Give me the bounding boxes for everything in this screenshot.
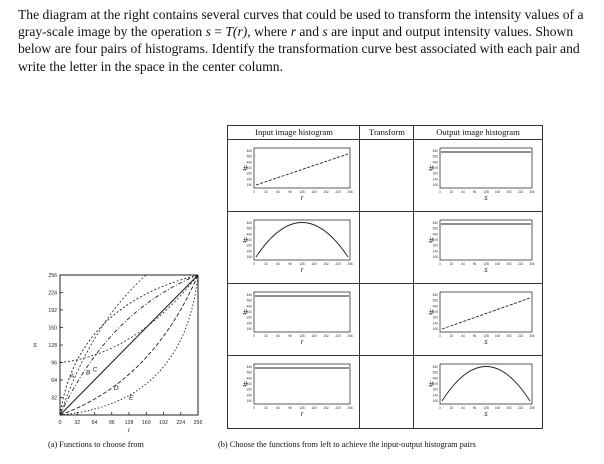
mini-y-tick: 640	[432, 221, 438, 225]
x-tick-label: 192	[159, 420, 168, 426]
mini-y-tick: 400	[246, 310, 252, 314]
mini-y-label: #	[429, 164, 434, 173]
mini-x-tick: 64	[461, 190, 465, 194]
mini-y-tick: 480	[432, 376, 438, 381]
mini-x-tick: 192	[506, 262, 512, 266]
mini-x-tick: 192	[323, 190, 329, 194]
mini-y-tick: 240	[246, 393, 252, 398]
mini-x-tick: 96	[472, 334, 477, 338]
mini-y-tick: 480	[432, 160, 438, 165]
y-tick-label: 224	[48, 290, 57, 297]
math-s: s	[322, 24, 328, 40]
mini-y-label: #	[429, 380, 434, 389]
mini-y-tick: 480	[246, 160, 252, 165]
statement-part: and	[295, 24, 323, 40]
mini-y-tick: 320	[246, 243, 252, 248]
mini-x-tick: 0	[439, 190, 441, 194]
header-input: Input image histogram	[255, 127, 333, 137]
mini-histogram	[243, 364, 353, 418]
mini-x-tick: 32	[264, 406, 268, 410]
mini-y-tick: 240	[246, 321, 252, 326]
mini-y-tick: 320	[432, 315, 438, 320]
mini-y-tick: 640	[432, 293, 438, 297]
mini-x-tick: 224	[517, 190, 524, 194]
mini-x-tick: 256	[347, 262, 353, 266]
mini-x-tick: 0	[439, 334, 441, 338]
y-tick-label: 192	[48, 308, 57, 314]
mini-x-tick: 224	[335, 334, 341, 338]
mini-y-tick: 320	[432, 387, 438, 392]
mini-x-tick: 64	[461, 406, 465, 410]
curve-label-e: E	[129, 394, 134, 402]
mini-histogram	[243, 148, 353, 202]
mini-frame	[440, 220, 532, 260]
mini-frame	[254, 364, 350, 404]
histogram-table	[227, 125, 543, 429]
mini-x-tick: 96	[472, 406, 477, 410]
mini-histogram	[429, 220, 535, 274]
y-tick-label: 160	[48, 325, 57, 332]
mini-x-tick: 64	[276, 190, 280, 194]
x-tick-label: 160	[141, 420, 151, 426]
y-tick-label: 256	[48, 273, 57, 279]
mini-x-tick: 224	[335, 262, 341, 266]
header-transform: Transform	[369, 127, 405, 137]
curve-label-b: B	[85, 369, 91, 377]
mini-frame	[254, 148, 350, 188]
x-tick-label: 0	[58, 420, 62, 426]
mini-y-label: #	[243, 236, 248, 245]
x-tick-label: 224	[176, 420, 186, 426]
mini-x-tick: 32	[449, 262, 454, 266]
mini-y-tick: 640	[246, 293, 252, 297]
mini-y-label: #	[243, 380, 248, 389]
histogram-grid	[228, 126, 542, 428]
math-r: r	[290, 24, 296, 40]
mini-y-tick: 560	[246, 370, 252, 375]
mini-x-tick: 256	[347, 190, 353, 194]
mini-y-tick: 480	[246, 376, 252, 381]
y-axis-label: s	[33, 342, 37, 349]
hist-curve-arch	[442, 367, 530, 402]
mini-y-tick: 480	[432, 232, 438, 237]
mini-x-tick: 0	[253, 406, 255, 410]
math-s: s	[205, 24, 211, 40]
math-T: T	[225, 24, 233, 40]
x-tick-label: 64	[91, 420, 98, 426]
mini-x-tick: 160	[311, 334, 317, 338]
x-tick-label: 256	[193, 420, 203, 426]
math-r-arg: (r)	[232, 24, 248, 40]
mini-y-tick: 480	[246, 232, 252, 237]
mini-x-tick: 96	[288, 406, 292, 410]
mini-x-label: s	[484, 195, 488, 202]
mini-x-tick: 128	[483, 334, 489, 338]
mini-x-label: r	[300, 339, 304, 346]
mini-x-tick: 0	[439, 406, 441, 410]
mini-x-tick: 64	[276, 262, 280, 266]
mini-x-tick: 64	[276, 334, 280, 338]
mini-x-label: s	[484, 267, 488, 274]
mini-x-tick: 256	[529, 334, 535, 338]
mini-y-tick: 560	[432, 370, 438, 375]
statement-part: The diagram at the right contains several curves that could be used to transform the intensity values of a gray-scale image by the operation	[18, 7, 584, 40]
mini-x-tick: 192	[323, 262, 329, 266]
mini-x-tick: 192	[506, 334, 512, 338]
math-equals: =	[210, 24, 226, 40]
mini-x-tick: 256	[347, 334, 353, 338]
mini-x-label: r	[300, 195, 304, 202]
transform-curves-chart	[20, 270, 210, 435]
mini-x-tick: 32	[449, 406, 454, 410]
mini-x-tick: 224	[517, 334, 524, 338]
mini-x-tick: 96	[288, 262, 292, 266]
curve-label-d: D	[113, 384, 119, 392]
mini-y-tick: 160	[246, 183, 252, 187]
problem-statement	[18, 6, 596, 75]
mini-x-tick: 32	[449, 190, 454, 194]
mini-y-tick: 160	[246, 327, 252, 331]
mini-x-tick: 160	[311, 406, 317, 410]
mini-y-tick: 640	[432, 365, 438, 369]
mini-y-tick: 400	[246, 238, 252, 242]
mini-y-label: #	[243, 308, 248, 317]
mini-x-tick: 96	[288, 190, 292, 194]
mini-x-tick: 128	[299, 334, 305, 338]
curve-label-a: A	[69, 372, 75, 380]
mini-x-tick: 128	[299, 190, 305, 194]
mini-y-tick: 400	[432, 238, 438, 242]
mini-y-tick: 160	[246, 399, 252, 403]
statement-part: , where	[247, 24, 291, 40]
mini-y-tick: 400	[432, 166, 438, 170]
mini-y-tick: 560	[432, 154, 438, 159]
mini-x-tick: 32	[449, 334, 454, 338]
mini-y-tick: 240	[432, 393, 438, 398]
mini-y-tick: 400	[432, 310, 438, 314]
caption-b: (b) Choose the functions from left to achieve the input-output histogram pairs	[218, 440, 476, 449]
mini-y-tick: 560	[246, 298, 252, 303]
mini-frame	[254, 292, 350, 332]
mini-y-tick: 640	[432, 149, 438, 153]
mini-y-tick: 320	[246, 387, 252, 392]
mini-y-tick: 400	[246, 382, 252, 386]
mini-frame	[440, 292, 532, 332]
mini-x-tick: 224	[517, 262, 524, 266]
mini-y-tick: 160	[432, 327, 438, 331]
mini-y-tick: 640	[246, 365, 252, 369]
mini-y-tick: 320	[432, 243, 438, 248]
mini-y-tick: 160	[432, 183, 438, 187]
mini-x-tick: 0	[253, 262, 255, 266]
mini-x-tick: 224	[335, 406, 341, 410]
mini-histogram	[429, 364, 535, 418]
hist-curve-arch	[256, 223, 348, 258]
mini-x-tick: 256	[529, 262, 535, 266]
mini-y-tick: 160	[432, 255, 438, 259]
mini-y-tick: 240	[432, 321, 438, 326]
mini-y-tick: 560	[432, 226, 438, 231]
mini-y-label: #	[429, 236, 434, 245]
x-axis-label: r	[127, 427, 131, 434]
mini-x-label: s	[484, 339, 488, 346]
mini-x-tick: 160	[311, 262, 317, 266]
mini-frame	[440, 148, 532, 188]
mini-x-tick: 64	[461, 262, 465, 266]
header-output: Output image histogram	[436, 127, 520, 137]
x-tick-label: 96	[108, 420, 115, 426]
mini-y-tick: 240	[246, 249, 252, 254]
caption-a: (a) Functions to choose from	[48, 440, 144, 449]
mini-y-tick: 640	[246, 221, 252, 225]
mini-x-label: s	[484, 411, 488, 418]
x-tick-label: 32	[74, 420, 81, 426]
mini-histogram	[429, 148, 535, 202]
curve-label-c: C	[92, 366, 98, 374]
mini-y-tick: 480	[246, 304, 252, 309]
mini-x-tick: 256	[347, 406, 353, 410]
mini-x-tick: 192	[323, 406, 329, 410]
mini-x-tick: 96	[472, 190, 477, 194]
mini-y-tick: 640	[246, 149, 252, 153]
mini-histogram	[243, 292, 353, 346]
mini-y-tick: 560	[432, 298, 438, 303]
mini-x-tick: 192	[506, 406, 512, 410]
mini-y-tick: 240	[246, 177, 252, 182]
mini-x-tick: 160	[494, 262, 501, 266]
mini-y-tick: 320	[246, 171, 252, 176]
mini-y-tick: 480	[432, 304, 438, 309]
mini-y-label: #	[429, 308, 434, 317]
mini-histogram	[243, 220, 353, 274]
y-tick-label: 64	[51, 378, 57, 384]
mini-x-tick: 160	[494, 406, 501, 410]
mini-x-label: r	[300, 411, 304, 418]
mini-x-tick: 32	[264, 334, 268, 338]
mini-y-tick: 160	[432, 399, 438, 403]
mini-x-tick: 96	[472, 262, 477, 266]
y-tick-label: 32	[51, 395, 57, 402]
mini-y-label: #	[243, 164, 248, 173]
mini-x-tick: 224	[335, 190, 341, 194]
y-tick-label: 128	[48, 343, 57, 349]
mini-frame	[254, 220, 350, 260]
statement-part: are input and output intensity values. Shown below are four pairs of histograms. Identify the transformation curve best associated with each pair and write the letter in the space in the center column.	[18, 24, 580, 74]
mini-x-tick: 0	[253, 190, 255, 194]
mini-x-tick: 160	[494, 334, 501, 338]
mini-x-tick: 160	[494, 190, 501, 194]
mini-x-tick: 192	[506, 190, 512, 194]
mini-x-tick: 96	[288, 334, 292, 338]
mini-y-tick: 400	[246, 166, 252, 170]
mini-x-tick: 160	[311, 190, 317, 194]
mini-frame	[440, 364, 532, 404]
mini-x-tick: 64	[276, 406, 280, 410]
mini-y-tick: 560	[246, 154, 252, 159]
hist-line-increasing	[256, 154, 348, 185]
mini-x-tick: 224	[517, 406, 524, 410]
mini-histogram	[429, 292, 535, 346]
x-tick-label: 128	[124, 420, 134, 426]
mini-y-tick: 320	[246, 315, 252, 320]
mini-x-tick: 128	[483, 190, 489, 194]
mini-x-tick: 256	[529, 406, 535, 410]
mini-x-tick: 128	[299, 262, 305, 266]
mini-x-tick: 32	[264, 262, 268, 266]
mini-x-tick: 128	[483, 406, 489, 410]
mini-x-tick: 192	[323, 334, 329, 338]
hist-line-increasing	[442, 298, 530, 329]
mini-y-tick: 240	[432, 249, 438, 254]
mini-x-tick: 0	[439, 262, 441, 266]
mini-x-label: r	[300, 267, 304, 274]
mini-y-tick: 400	[432, 382, 438, 386]
mini-y-tick: 560	[246, 226, 252, 231]
mini-x-tick: 32	[264, 190, 268, 194]
mini-x-tick: 0	[253, 334, 255, 338]
mini-y-tick: 160	[246, 255, 252, 259]
mini-y-tick: 320	[432, 171, 438, 176]
mini-y-tick: 240	[432, 177, 438, 182]
y-tick-label: 96	[51, 360, 57, 367]
mini-x-tick: 256	[529, 190, 535, 194]
mini-x-tick: 64	[461, 334, 465, 338]
mini-x-tick: 128	[483, 262, 489, 266]
mini-x-tick: 128	[299, 406, 305, 410]
